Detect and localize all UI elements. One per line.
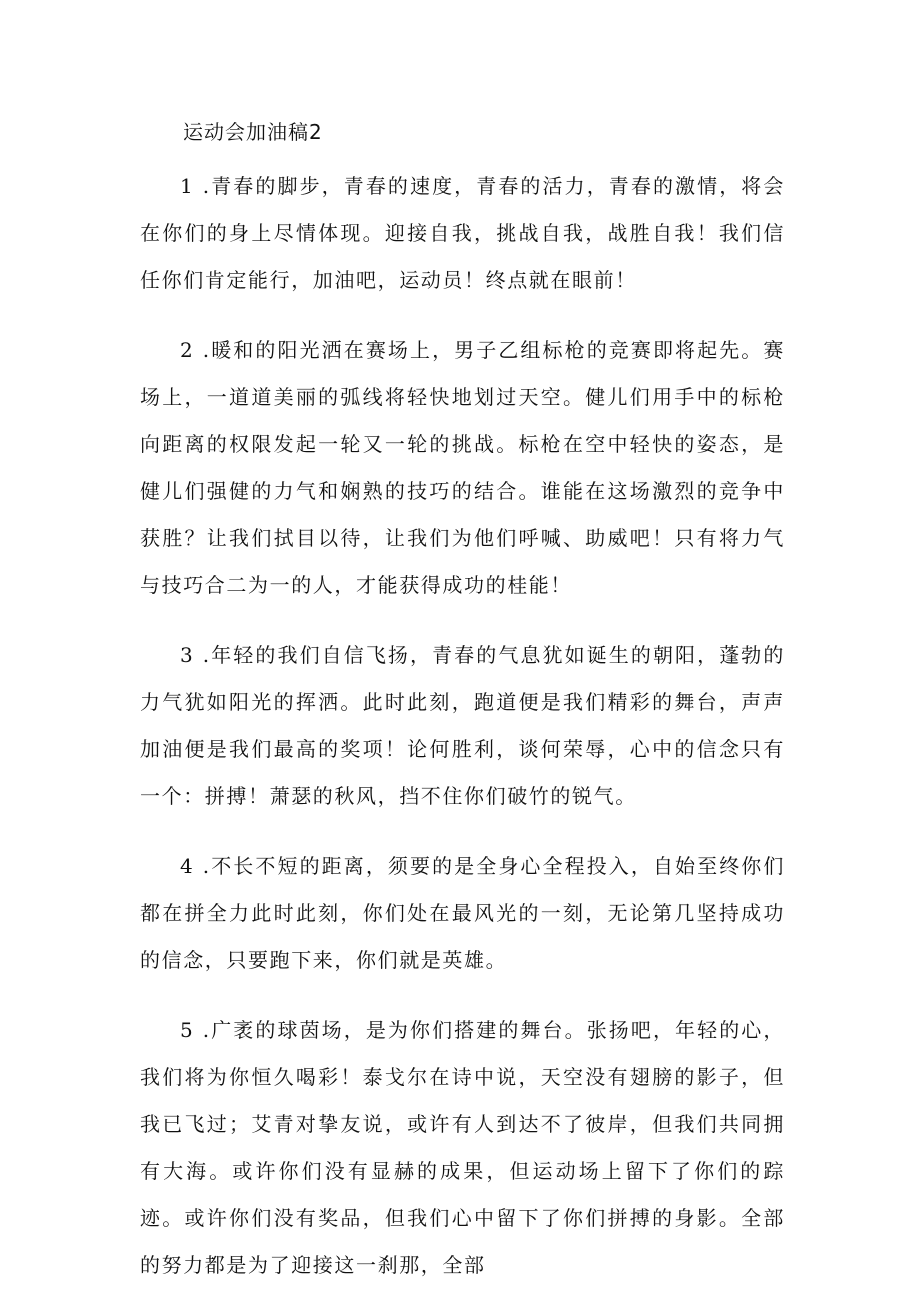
document-body (140, 163, 785, 1312)
document-title: 运动会加油稿2 (183, 120, 323, 144)
paragraph-5: 5 .广袤的球茵场，是为你们搭建的舞台。张扬吧，年轻的心，我们将为你恒久喝彩！泰戈尔在诗中说，天空没有翅膀的影子，但我已飞过；艾青对挚友说，或许有人到达不了彼岸，但我们共同拥有大海。或许你们没有显赫的成果，但运动场上留下了你们的踪迹。或许你们没有奖品，但我们心中留下了你们拼搏的身影。全部的努力都是为了迎接这一刹那，全部 (140, 1018, 785, 1277)
paragraph-3: 3 .年轻的我们自信飞扬，青春的气息犹如诞生的朝阳，蓬勃的力气犹如阳光的挥洒。此时此刻，跑道便是我们精彩的舞台，声声加油便是我们最高的奖项！论何胜利，谈何荣辱，心中的信念只有一个：拼搏！萧瑟的秋风，挡不住你们破竹的锐气。 (140, 643, 785, 808)
paragraph-2: 2 .暖和的阳光洒在赛场上，男子乙组标枪的竞赛即将起先。赛场上，一道道美丽的弧线将轻快地划过天空。健儿们用手中的标枪向距离的权限发起一轮又一轮的挑战。标枪在空中轻快的姿态，是健儿们强健的力气和娴熟的技巧的结合。谁能在这场激烈的竞争中获胜？让我们拭目以待，让我们为他们呼喊、助威吧！只有将力气与技巧合二为一的人，才能获得成功的桂能！ (140, 338, 785, 597)
paragraph-4: 4 .不长不短的距离，须要的是全身心全程投入，自始至终你们都在拼全力此时此刻，你们处在最风光的一刻，无论第几坚持成功的信念，只要跑下来，你们就是英雄。 (140, 854, 785, 972)
paragraph-1: 1 .青春的脚步，青春的速度，青春的活力，青春的激情，将会在你们的身上尽情体现。迎接自我，挑战自我，战胜自我！我们信任你们肯定能行，加油吧，运动员！终点就在眼前！ (140, 174, 785, 292)
